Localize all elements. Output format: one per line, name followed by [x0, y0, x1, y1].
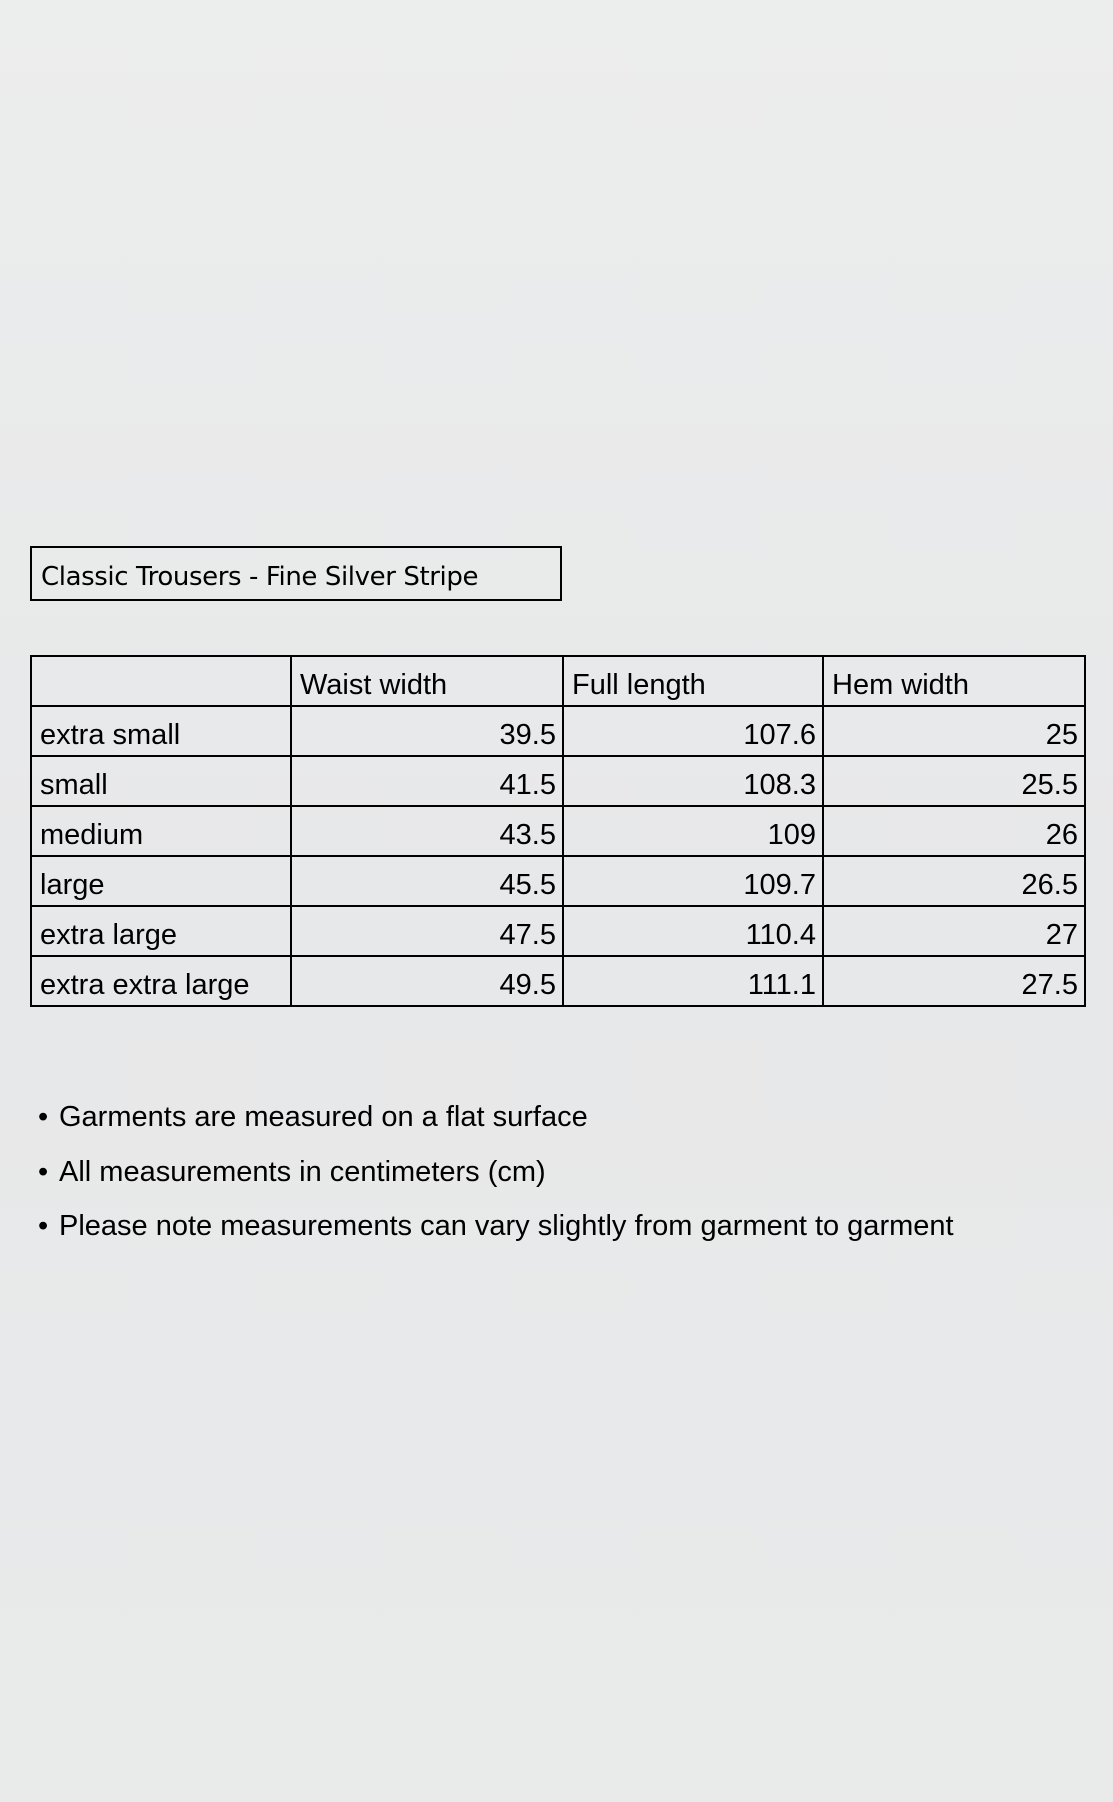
length-value: 109: [563, 806, 823, 856]
table-row: [31, 756, 1085, 806]
waist-value: 49.5: [291, 956, 563, 1006]
hem-value: 27: [823, 906, 1085, 956]
table-header-row: [31, 656, 1085, 706]
size-label: extra small: [31, 706, 291, 756]
note-text: Please note measurements can vary slightly from garment to garment: [59, 1210, 954, 1242]
length-value: 111.1: [563, 956, 823, 1006]
header-size: [31, 656, 291, 706]
length-value: 110.4: [563, 906, 823, 956]
product-title-text: Classic Trousers - Fine Silver Stripe: [41, 561, 479, 592]
size-label: extra large: [31, 906, 291, 956]
table-row: [31, 856, 1085, 906]
length-value: 109.7: [563, 856, 823, 906]
note-text: All measurements in centimeters (cm): [59, 1155, 546, 1188]
hem-value: 25.5: [823, 756, 1085, 806]
size-label: medium: [31, 806, 291, 856]
list-item: [38, 1155, 954, 1213]
bullet-icon: •: [38, 1155, 49, 1188]
size-label: large: [31, 856, 291, 906]
list-item: [38, 1212, 954, 1267]
waist-value: 39.5: [291, 706, 563, 756]
table-row: [31, 806, 1085, 856]
header-waist-width: Waist width: [291, 656, 563, 706]
hem-value: 26.5: [823, 856, 1085, 906]
product-title: [30, 546, 562, 601]
note-text: Garments are measured on a flat surface: [59, 1101, 588, 1133]
table-row: [31, 706, 1085, 756]
header-full-length: Full length: [563, 656, 823, 706]
waist-value: 47.5: [291, 906, 563, 956]
length-value: 108.3: [563, 756, 823, 806]
list-item: [38, 1103, 954, 1158]
waist-value: 43.5: [291, 806, 563, 856]
size-label: small: [31, 756, 291, 806]
waist-value: 41.5: [291, 756, 563, 806]
hem-value: 25: [823, 706, 1085, 756]
hem-value: 26: [823, 806, 1085, 856]
size-chart-table: [30, 655, 1086, 1007]
hem-value: 27.5: [823, 956, 1085, 1006]
size-label: extra extra large: [31, 956, 291, 1006]
bullet-icon: •: [38, 1210, 49, 1242]
header-hem-width: Hem width: [823, 656, 1085, 706]
length-value: 107.6: [563, 706, 823, 756]
table-row: [31, 906, 1085, 956]
measurement-notes: [38, 1103, 954, 1267]
table-row: [31, 956, 1085, 1006]
waist-value: 45.5: [291, 856, 563, 906]
bullet-icon: •: [38, 1101, 49, 1133]
